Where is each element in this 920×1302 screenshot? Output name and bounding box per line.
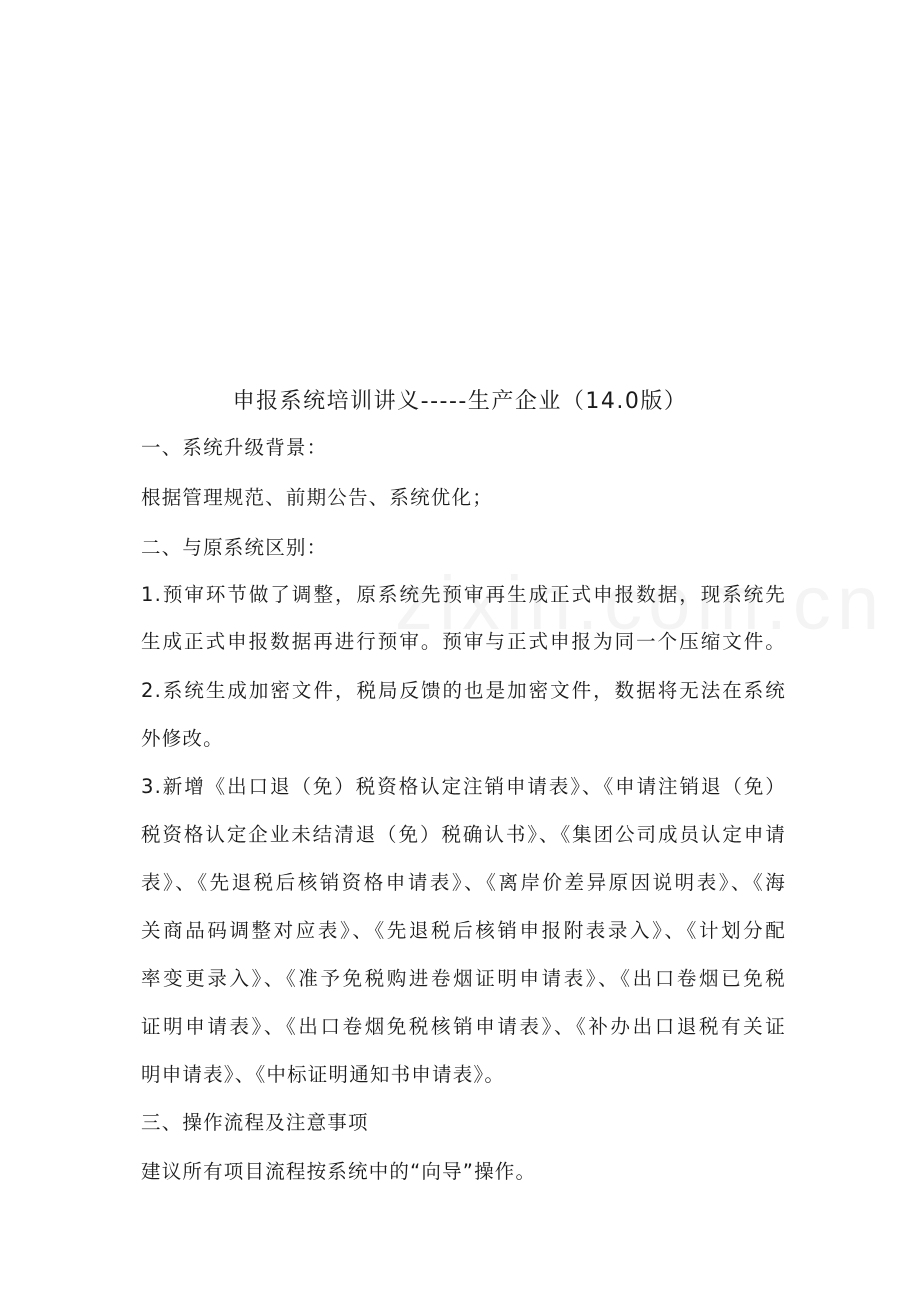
paragraph-line: 2.系统生成加密文件，税局反馈的也是加密文件，数据将无法在系统 — [141, 679, 786, 702]
paragraph-line: 外修改。 — [141, 727, 224, 750]
paragraph-line: 证明申请表》、《出口卷烟免税核销申请表》、《补办出口退税有关证 — [141, 1015, 786, 1038]
paragraph-line: 建议所有项目流程按系统中的“向导”操作。 — [141, 1160, 537, 1183]
paragraph-line: 明申请表》、《中标证明通知书申请表》。 — [141, 1063, 506, 1086]
paragraph-line: 表》、《先退税后核销资格申请表》、《离岸价差异原因说明表》、《海 — [141, 871, 786, 894]
section-heading-3: 三、操作流程及注意事项 — [141, 1111, 369, 1134]
paragraph-line: 税资格认定企业未结清退（免）税确认书》、《集团公司成员认定申请 — [141, 823, 786, 846]
paragraph-line: 3.新增《出口退（免）税资格认定注销申请表》、《申请注销退（免） — [141, 775, 786, 798]
document-title: 申报系统培训讲义-----生产企业（14.0版） — [232, 389, 688, 414]
paragraph-line: 1.预审环节做了调整，原系统先预审再生成正式申报数据，现系统先 — [141, 583, 786, 606]
section-heading-1: 一、系统升级背景： — [141, 436, 328, 459]
paragraph-line: 根据管理规范、前期公告、系统优化； — [141, 486, 493, 509]
paragraph-line: 生成正式申报数据再进行预审。预审与正式申报为同一个压缩文件。 — [141, 630, 786, 653]
paragraph-line: 率变更录入》、《准予免税购进卷烟证明申请表》、《出口卷烟已免税 — [141, 967, 786, 990]
paragraph-line: 关商品码调整对应表》、《先退税后核销申报附表录入》、《计划分配 — [141, 919, 786, 942]
section-heading-2: 二、与原系统区别： — [141, 536, 328, 559]
